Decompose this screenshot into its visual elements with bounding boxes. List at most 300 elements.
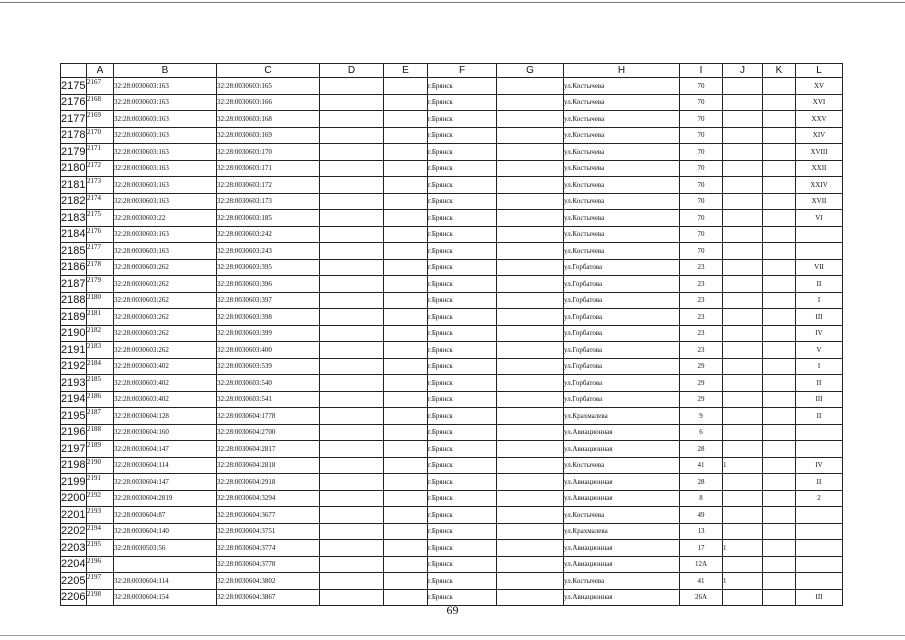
cell-b: 32:28:0030604:147 (114, 474, 217, 491)
cell-f: г.Брянск (428, 441, 497, 458)
column-header-i: I (680, 64, 723, 78)
cell-k (763, 177, 796, 194)
cell-a: 2196 (87, 556, 114, 573)
cell-h: ул.Костычева (564, 573, 680, 590)
cell-h: ул.Костычева (564, 177, 680, 194)
cell-d (320, 523, 384, 540)
cell-g (497, 144, 564, 161)
cell-f: г.Брянск (428, 523, 497, 540)
cell-b: 32:28:0030603:262 (114, 276, 217, 293)
table-row (61, 358, 843, 375)
cell-b: 32:28:0030603:402 (114, 375, 217, 392)
row-number-cell: 2191 (61, 342, 87, 359)
cell-l: IV (796, 325, 843, 342)
cell-i: 49 (680, 507, 723, 524)
cell-c: 32:28:0030603:173 (217, 193, 320, 210)
cell-g (497, 177, 564, 194)
cell-c: 32:28:0030603:396 (217, 276, 320, 293)
cell-f: г.Брянск (428, 490, 497, 507)
cell-a: 2191 (87, 474, 114, 491)
cell-b: 32:28:0030604:147 (114, 441, 217, 458)
cell-h: ул.Горбатова (564, 375, 680, 392)
column-header-j: J (723, 64, 763, 78)
cell-j (723, 556, 763, 573)
cell-b: 32:28:0030603:262 (114, 342, 217, 359)
cell-a: 2197 (87, 573, 114, 590)
table-row (61, 111, 843, 128)
row-number-cell: 2197 (61, 441, 87, 458)
column-header-e: E (384, 64, 428, 78)
cell-f: г.Брянск (428, 94, 497, 111)
cell-i: 23 (680, 259, 723, 276)
cell-d (320, 375, 384, 392)
cell-f: г.Брянск (428, 78, 497, 95)
cell-c: 32:28:0030603:166 (217, 94, 320, 111)
cell-h: ул.Горбатова (564, 342, 680, 359)
cell-k (763, 193, 796, 210)
cell-l (796, 507, 843, 524)
cell-j (723, 193, 763, 210)
cell-b: 32:28:0030603:163 (114, 160, 217, 177)
column-header-k: K (763, 64, 796, 78)
cell-g (497, 540, 564, 557)
cell-e (384, 259, 428, 276)
row-number-cell: 2184 (61, 226, 87, 243)
cell-f: г.Брянск (428, 160, 497, 177)
cell-f: г.Брянск (428, 573, 497, 590)
column-header-c: C (217, 64, 320, 78)
cell-b (114, 556, 217, 573)
cell-g (497, 457, 564, 474)
cell-h: ул.Костычева (564, 160, 680, 177)
cell-c: 32:28:0030604:3778 (217, 556, 320, 573)
table-row (61, 507, 843, 524)
cell-k (763, 441, 796, 458)
cell-c: 32:28:0030604:2818 (217, 457, 320, 474)
cell-h: ул.Горбатова (564, 276, 680, 293)
cell-f: г.Брянск (428, 474, 497, 491)
cell-d (320, 573, 384, 590)
cell-f: г.Брянск (428, 177, 497, 194)
cell-d (320, 441, 384, 458)
cell-g (497, 408, 564, 425)
cell-j: 1 (723, 540, 763, 557)
cell-l: I (796, 358, 843, 375)
cell-e (384, 226, 428, 243)
cell-d (320, 276, 384, 293)
cell-j (723, 144, 763, 161)
cell-l (796, 573, 843, 590)
cell-f: г.Брянск (428, 556, 497, 573)
cell-h: ул.Авиационная (564, 490, 680, 507)
row-number-cell: 2176 (61, 94, 87, 111)
cell-i: 23 (680, 342, 723, 359)
cell-i: 28 (680, 474, 723, 491)
cell-f: г.Брянск (428, 589, 497, 606)
cell-d (320, 259, 384, 276)
cell-d (320, 540, 384, 557)
cell-i: 70 (680, 210, 723, 227)
cell-d (320, 193, 384, 210)
cell-i: 70 (680, 193, 723, 210)
cell-k (763, 111, 796, 128)
cell-f: г.Брянск (428, 342, 497, 359)
cell-l (796, 523, 843, 540)
cell-c: 32:28:0030603:242 (217, 226, 320, 243)
cell-d (320, 78, 384, 95)
cell-f: г.Брянск (428, 408, 497, 425)
cell-a: 2176 (87, 226, 114, 243)
cell-g (497, 160, 564, 177)
cell-l: XXV (796, 111, 843, 128)
cell-d (320, 160, 384, 177)
cell-l: XVIII (796, 144, 843, 161)
cell-h: ул.Горбатова (564, 358, 680, 375)
table-row (61, 78, 843, 95)
table-row (61, 325, 843, 342)
cell-b: 32:28:0030603:402 (114, 358, 217, 375)
cell-g (497, 226, 564, 243)
cell-g (497, 441, 564, 458)
cell-d (320, 358, 384, 375)
cell-i: 70 (680, 94, 723, 111)
cell-a: 2174 (87, 193, 114, 210)
cell-a: 2185 (87, 375, 114, 392)
cell-j (723, 309, 763, 326)
row-number-cell: 2193 (61, 375, 87, 392)
cell-e (384, 490, 428, 507)
cell-f: г.Брянск (428, 276, 497, 293)
cell-k (763, 391, 796, 408)
cell-c: 32:28:0030603:171 (217, 160, 320, 177)
row-number-cell: 2181 (61, 177, 87, 194)
cell-h: ул.Авиационная (564, 441, 680, 458)
cell-a: 2180 (87, 292, 114, 309)
cell-f: г.Брянск (428, 226, 497, 243)
row-number-cell: 2178 (61, 127, 87, 144)
cell-l: IV (796, 457, 843, 474)
cell-l (796, 243, 843, 260)
cell-d (320, 94, 384, 111)
cell-b: 32:28:0030603:22 (114, 210, 217, 227)
cell-h: ул.Костычева (564, 111, 680, 128)
cell-c: 32:28:0030603:168 (217, 111, 320, 128)
cell-l: I (796, 292, 843, 309)
cell-j (723, 276, 763, 293)
cell-b: 32:28:0030603:163 (114, 193, 217, 210)
cell-a: 2192 (87, 490, 114, 507)
cell-a: 2172 (87, 160, 114, 177)
cell-d (320, 292, 384, 309)
cell-d (320, 424, 384, 441)
cell-i: 29 (680, 358, 723, 375)
cell-i: 70 (680, 127, 723, 144)
cell-l: XXIV (796, 177, 843, 194)
cell-j (723, 523, 763, 540)
cell-d (320, 474, 384, 491)
cell-b: 32:28:0030604:114 (114, 573, 217, 590)
cell-i: 70 (680, 243, 723, 260)
cell-k (763, 210, 796, 227)
cell-c: 32:28:0030604:2918 (217, 474, 320, 491)
table-row (61, 523, 843, 540)
cell-b: 32:28:0030603:262 (114, 292, 217, 309)
cell-c: 32:28:0030603:243 (217, 243, 320, 260)
cell-e (384, 391, 428, 408)
cell-l: II (796, 408, 843, 425)
cell-g (497, 424, 564, 441)
cell-k (763, 243, 796, 260)
table-row (61, 276, 843, 293)
cell-i: 8 (680, 490, 723, 507)
table-row (61, 573, 843, 590)
cell-l: XIV (796, 127, 843, 144)
cell-b: 32:28:0030604:114 (114, 457, 217, 474)
table-row (61, 193, 843, 210)
row-number-cell: 2177 (61, 111, 87, 128)
cell-g (497, 573, 564, 590)
cell-l: XVII (796, 193, 843, 210)
cell-b: 32:28:0030604:87 (114, 507, 217, 524)
cell-c: 32:28:0030604:3677 (217, 507, 320, 524)
cell-c: 32:28:0030603:398 (217, 309, 320, 326)
cell-g (497, 94, 564, 111)
cell-f: г.Брянск (428, 259, 497, 276)
cell-k (763, 358, 796, 375)
cell-i: 70 (680, 160, 723, 177)
cell-b: 32:28:0030603:262 (114, 309, 217, 326)
cell-l: II (796, 474, 843, 491)
page-number: 69 (446, 603, 459, 617)
cell-c: 32:28:0030603:541 (217, 391, 320, 408)
cell-f: г.Брянск (428, 540, 497, 557)
cell-c: 32:28:0030603:172 (217, 177, 320, 194)
cell-c: 32:28:0030603:397 (217, 292, 320, 309)
cell-l (796, 424, 843, 441)
cell-k (763, 573, 796, 590)
cell-e (384, 160, 428, 177)
cell-a: 2190 (87, 457, 114, 474)
cell-l: III (796, 589, 843, 606)
cell-b: 32:28:0030603:163 (114, 94, 217, 111)
cell-j (723, 111, 763, 128)
cell-d (320, 457, 384, 474)
cell-j: 1 (723, 457, 763, 474)
cell-k (763, 457, 796, 474)
row-number-cell: 2199 (61, 474, 87, 491)
cell-c: 32:28:0030604:3751 (217, 523, 320, 540)
cell-a: 2186 (87, 391, 114, 408)
cell-a: 2194 (87, 523, 114, 540)
cell-h: ул.Авиационная (564, 424, 680, 441)
cell-j (723, 358, 763, 375)
cell-i: 23 (680, 292, 723, 309)
cell-g (497, 309, 564, 326)
cell-e (384, 193, 428, 210)
cell-h: ул.Костычева (564, 226, 680, 243)
cell-i: 70 (680, 111, 723, 128)
cell-h: ул.Горбатова (564, 259, 680, 276)
cell-k (763, 507, 796, 524)
table-row (61, 210, 843, 227)
cell-a: 2167 (87, 78, 114, 95)
cell-i: 26А (680, 589, 723, 606)
table-row (61, 292, 843, 309)
cell-i: 28 (680, 441, 723, 458)
cell-e (384, 309, 428, 326)
cell-l (796, 556, 843, 573)
cell-e (384, 375, 428, 392)
cell-a: 2170 (87, 127, 114, 144)
cell-h: ул.Костычева (564, 457, 680, 474)
cell-e (384, 325, 428, 342)
cell-d (320, 210, 384, 227)
table-row (61, 177, 843, 194)
cell-e (384, 523, 428, 540)
cell-b: 32:28:0030604:2819 (114, 490, 217, 507)
cell-c: 32:28:0030604:2817 (217, 441, 320, 458)
cell-h: ул.Костычева (564, 193, 680, 210)
cell-e (384, 276, 428, 293)
cell-a: 2179 (87, 276, 114, 293)
cell-k (763, 342, 796, 359)
table-row (61, 144, 843, 161)
cell-c: 32:28:0030603:185 (217, 210, 320, 227)
cell-j (723, 226, 763, 243)
cell-b: 32:28:0030603:163 (114, 111, 217, 128)
cell-a: 2171 (87, 144, 114, 161)
column-header-row (61, 64, 843, 78)
cell-d (320, 507, 384, 524)
table-row (61, 556, 843, 573)
cell-g (497, 111, 564, 128)
cell-h: ул.Костычева (564, 78, 680, 95)
cell-i: 23 (680, 276, 723, 293)
cell-j (723, 342, 763, 359)
table-row (61, 441, 843, 458)
cell-e (384, 144, 428, 161)
cell-b: 32:28:0030603:163 (114, 243, 217, 260)
cell-l (796, 540, 843, 557)
row-number-cell: 2186 (61, 259, 87, 276)
row-number-cell: 2202 (61, 523, 87, 540)
cell-k (763, 127, 796, 144)
cell-b: 32:28:0030603:262 (114, 259, 217, 276)
cell-k (763, 424, 796, 441)
cell-l: XV (796, 78, 843, 95)
cell-l (796, 441, 843, 458)
cell-k (763, 474, 796, 491)
cell-h: ул.Авиационная (564, 474, 680, 491)
cell-f: г.Брянск (428, 210, 497, 227)
cell-g (497, 342, 564, 359)
cell-c: 32:28:0030604:2700 (217, 424, 320, 441)
cell-d (320, 111, 384, 128)
column-header-g: G (497, 64, 564, 78)
cell-f: г.Брянск (428, 127, 497, 144)
cell-k (763, 325, 796, 342)
cell-f: г.Брянск (428, 358, 497, 375)
cell-h: ул.Горбатова (564, 292, 680, 309)
cell-g (497, 127, 564, 144)
cell-j (723, 441, 763, 458)
cell-g (497, 391, 564, 408)
column-header-corner (61, 64, 87, 78)
cell-k (763, 375, 796, 392)
cell-a: 2193 (87, 507, 114, 524)
cell-a: 2184 (87, 358, 114, 375)
cell-c: 32:28:0030604:3867 (217, 589, 320, 606)
cell-c: 32:28:0030603:165 (217, 78, 320, 95)
cell-b: 32:28:0030604:128 (114, 408, 217, 425)
cell-i: 17 (680, 540, 723, 557)
cell-j (723, 94, 763, 111)
table-row (61, 226, 843, 243)
cell-e (384, 457, 428, 474)
cell-e (384, 292, 428, 309)
cell-l: III (796, 391, 843, 408)
row-number-cell: 2196 (61, 424, 87, 441)
cell-j (723, 160, 763, 177)
cell-l: XVI (796, 94, 843, 111)
cell-e (384, 408, 428, 425)
cell-b: 32:28:0030603:163 (114, 144, 217, 161)
table-row (61, 490, 843, 507)
cell-e (384, 573, 428, 590)
cell-c: 32:28:0030603:539 (217, 358, 320, 375)
cell-h: ул.Авиационная (564, 589, 680, 606)
cell-a: 2198 (87, 589, 114, 606)
row-number-cell: 2187 (61, 276, 87, 293)
row-number-cell: 2194 (61, 391, 87, 408)
cell-e (384, 507, 428, 524)
cell-e (384, 210, 428, 227)
cell-b: 32:28:0030604:140 (114, 523, 217, 540)
column-header-f: F (428, 64, 497, 78)
row-number-cell: 2204 (61, 556, 87, 573)
cell-k (763, 408, 796, 425)
cell-h: ул.Костычева (564, 94, 680, 111)
row-number-cell: 2206 (61, 589, 87, 606)
cell-k (763, 540, 796, 557)
cell-g (497, 243, 564, 260)
cell-j (723, 243, 763, 260)
cell-l: V (796, 342, 843, 359)
cell-b: 32:28:0030503:56 (114, 540, 217, 557)
table-row (61, 540, 843, 557)
row-number-cell: 2175 (61, 78, 87, 95)
cell-a: 2195 (87, 540, 114, 557)
row-number-cell: 2182 (61, 193, 87, 210)
table-row (61, 259, 843, 276)
column-header-l: L (796, 64, 843, 78)
cell-e (384, 556, 428, 573)
cell-a: 2175 (87, 210, 114, 227)
cell-h: ул.Костычева (564, 243, 680, 260)
cell-f: г.Брянск (428, 457, 497, 474)
cell-c: 32:28:0030604:3294 (217, 490, 320, 507)
cell-f: г.Брянск (428, 391, 497, 408)
table-row (61, 94, 843, 111)
cell-h: ул.Крахмалева (564, 408, 680, 425)
cell-g (497, 523, 564, 540)
cell-e (384, 540, 428, 557)
row-number-cell: 2200 (61, 490, 87, 507)
column-header-b: B (114, 64, 217, 78)
cell-j (723, 474, 763, 491)
cell-g (497, 556, 564, 573)
cell-d (320, 226, 384, 243)
